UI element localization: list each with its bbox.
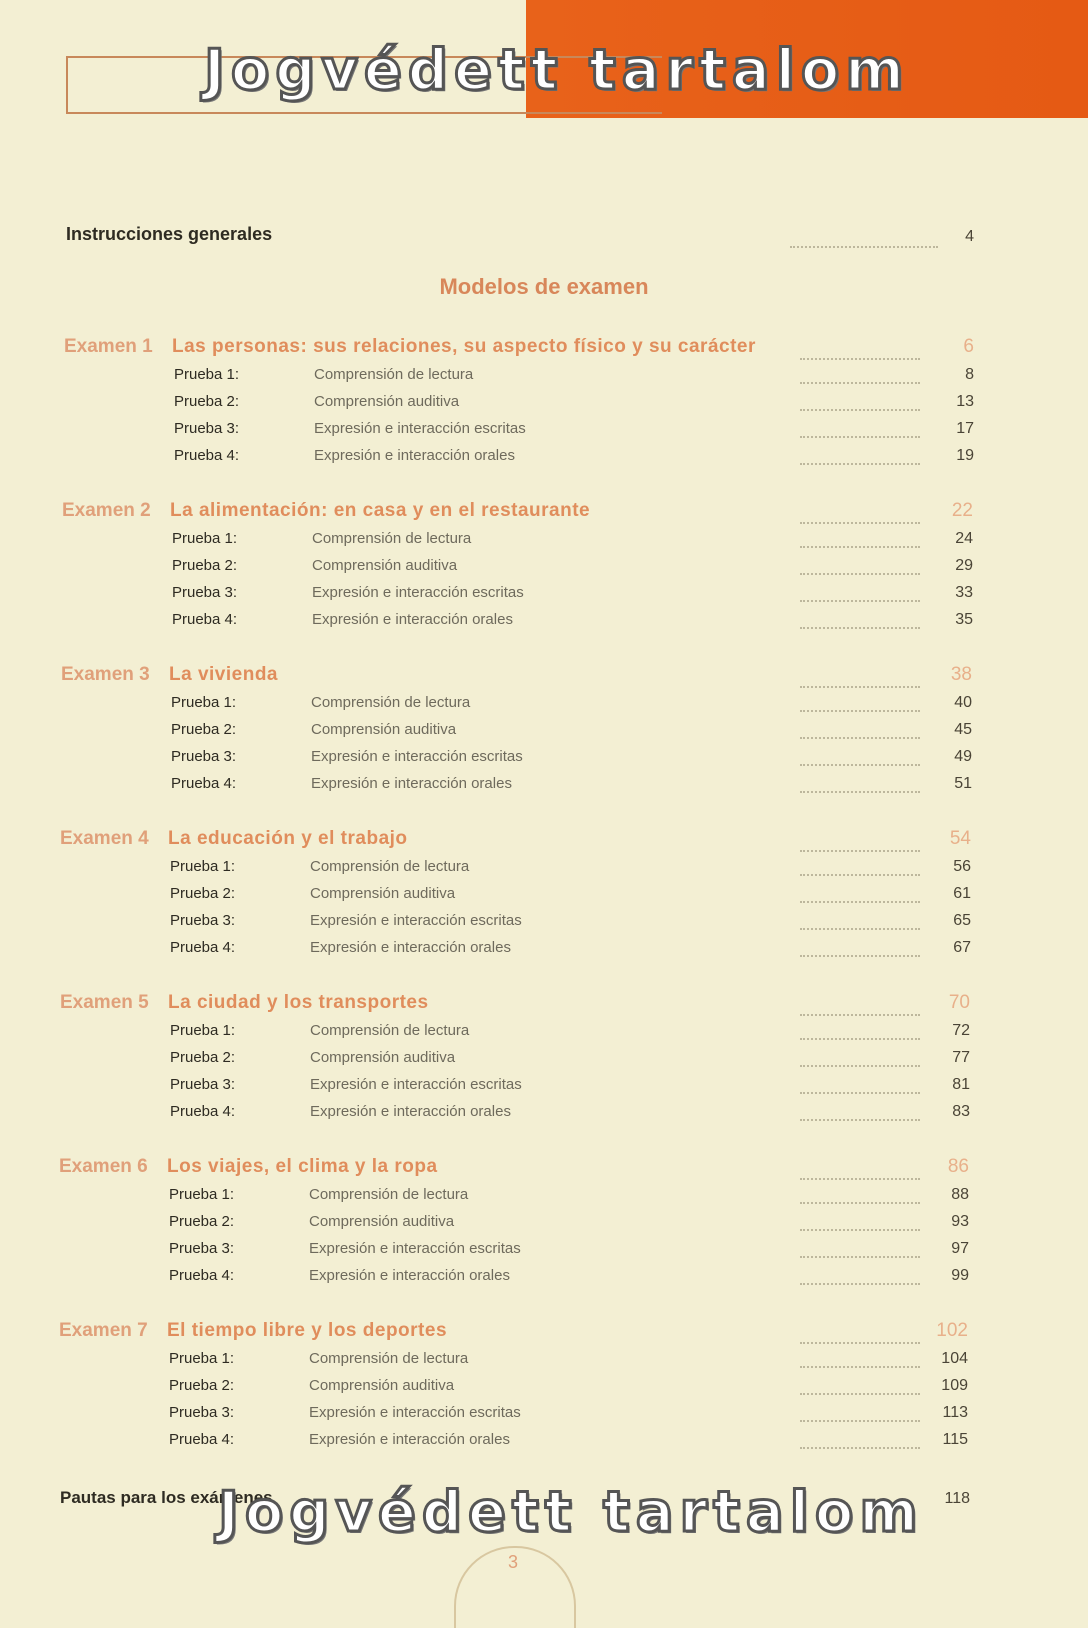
exam-page: 102 (936, 1320, 968, 1341)
prueba-page: 81 (952, 1076, 970, 1093)
prueba-page: 93 (951, 1213, 969, 1230)
prueba-page: 51 (954, 775, 972, 792)
prueba-label: Prueba 2: (169, 1213, 235, 1230)
exam-page: 70 (948, 992, 970, 1013)
prueba-leader-dots (800, 1119, 920, 1121)
prueba-label: Prueba 3: (169, 1240, 235, 1257)
prueba-label: Prueba 4: (169, 1431, 235, 1448)
prueba-label: Prueba 3: (172, 584, 238, 601)
prueba-label: Prueba 1: (170, 858, 236, 875)
prueba-page: 99 (951, 1267, 969, 1284)
prueba-leader-dots (800, 573, 920, 575)
prueba-label: Prueba 2: (171, 721, 237, 738)
prueba-leader-dots (800, 627, 920, 629)
prueba-description[interactable]: Comprensión de lectura (310, 1022, 470, 1039)
prueba-label: Prueba 1: (169, 1350, 235, 1367)
prueba-page: 35 (955, 611, 973, 628)
prueba-page: 113 (942, 1404, 968, 1421)
prueba-label: Prueba 2: (172, 557, 238, 574)
prueba-page: 8 (965, 366, 974, 383)
exam-label: Examen 4 (60, 828, 149, 849)
exam-leader-dots (800, 1014, 920, 1016)
prueba-leader-dots (800, 546, 920, 548)
section-title: Modelos de examen (439, 274, 649, 299)
exam-label: Examen 3 (61, 664, 150, 685)
prueba-description[interactable]: Comprensión auditiva (314, 393, 460, 410)
prueba-leader-dots (800, 710, 920, 712)
prueba-page: 104 (941, 1350, 968, 1367)
prueba-description[interactable]: Comprensión auditiva (310, 885, 456, 902)
exam-title[interactable]: La educación y el trabajo (168, 828, 408, 849)
prueba-label: Prueba 4: (172, 611, 238, 628)
prueba-description[interactable]: Comprensión de lectura (310, 858, 470, 875)
exam-leader-dots (800, 850, 920, 852)
prueba-description[interactable]: Expresión e interacción orales (311, 775, 512, 792)
prueba-description[interactable]: Expresión e interacción escritas (310, 1076, 522, 1093)
prueba-leader-dots (800, 737, 920, 739)
prueba-page: 61 (953, 885, 971, 902)
prueba-description[interactable]: Expresión e interacción escritas (309, 1404, 521, 1421)
intro-leader-dots (790, 246, 938, 248)
prueba-description[interactable]: Expresión e interacción escritas (311, 748, 523, 765)
prueba-label: Prueba 1: (171, 694, 237, 711)
prueba-leader-dots (800, 1065, 920, 1067)
exam-label: Examen 5 (60, 992, 149, 1013)
prueba-leader-dots (800, 955, 920, 957)
prueba-page: 19 (956, 447, 974, 464)
prueba-description[interactable]: Expresión e interacción orales (310, 1103, 511, 1120)
prueba-label: Prueba 2: (174, 393, 240, 410)
prueba-description[interactable]: Expresión e interacción escritas (309, 1240, 521, 1257)
prueba-leader-dots (800, 1229, 920, 1231)
prueba-label: Prueba 1: (172, 530, 238, 547)
prueba-page: 17 (956, 420, 974, 437)
prueba-page: 13 (956, 393, 974, 410)
watermark-bottom: Jogvédett tartalom (218, 1480, 924, 1545)
pautas-label: Pautas para los exámenes (60, 1488, 273, 1507)
prueba-label: Prueba 1: (170, 1022, 236, 1039)
prueba-description[interactable]: Comprensión auditiva (311, 721, 457, 738)
exam-page: 38 (950, 664, 972, 685)
prueba-leader-dots (800, 1447, 920, 1449)
prueba-page: 24 (955, 530, 973, 547)
footer-page-number: 3 (507, 1552, 518, 1572)
exam-label: Examen 1 (64, 336, 153, 357)
prueba-description[interactable]: Comprensión auditiva (312, 557, 458, 574)
prueba-label: Prueba 2: (170, 885, 236, 902)
prueba-label: Prueba 4: (171, 775, 237, 792)
prueba-label: Prueba 2: (170, 1049, 236, 1066)
prueba-label: Prueba 3: (170, 1076, 236, 1093)
exam-page: 86 (947, 1156, 969, 1177)
prueba-label: Prueba 4: (174, 447, 240, 464)
prueba-leader-dots (800, 928, 920, 930)
prueba-leader-dots (800, 436, 920, 438)
prueba-label: Prueba 3: (170, 912, 236, 929)
exam-title[interactable]: Las personas: sus relaciones, su aspecto físico y su carácter (172, 336, 756, 357)
exam-title[interactable]: El tiempo libre y los deportes (167, 1320, 448, 1341)
prueba-label: Prueba 3: (169, 1404, 235, 1421)
exam-leader-dots (800, 358, 920, 360)
prueba-leader-dots (800, 874, 920, 876)
prueba-description[interactable]: Expresión e interacción orales (310, 939, 511, 956)
prueba-leader-dots (800, 1366, 920, 1368)
prueba-description[interactable]: Comprensión auditiva (309, 1213, 455, 1230)
exam-title[interactable]: La ciudad y los transportes (168, 992, 429, 1013)
prueba-leader-dots (800, 1283, 920, 1285)
prueba-description[interactable]: Expresión e interacción escritas (314, 420, 526, 437)
prueba-leader-dots (800, 1092, 920, 1094)
prueba-leader-dots (800, 901, 920, 903)
exam-title[interactable]: Los viajes, el clima y la ropa (167, 1156, 438, 1177)
prueba-page: 97 (951, 1240, 969, 1257)
prueba-description[interactable]: Expresión e interacción orales (314, 447, 515, 464)
prueba-description[interactable]: Expresión e interacción escritas (312, 584, 524, 601)
prueba-description[interactable]: Comprensión de lectura (312, 530, 472, 547)
prueba-description[interactable]: Expresión e interacción orales (309, 1267, 510, 1284)
prueba-page: 45 (954, 721, 972, 738)
prueba-leader-dots (800, 791, 920, 793)
prueba-label: Prueba 4: (170, 939, 236, 956)
prueba-label: Prueba 2: (169, 1377, 235, 1394)
prueba-label: Prueba 3: (174, 420, 240, 437)
prueba-leader-dots (800, 1256, 920, 1258)
prueba-page: 77 (952, 1049, 970, 1066)
prueba-leader-dots (800, 382, 920, 384)
intro-page: 4 (965, 228, 974, 245)
prueba-page: 115 (942, 1431, 968, 1448)
exam-page: 54 (949, 828, 971, 849)
prueba-label: Prueba 4: (169, 1267, 235, 1284)
intro-label: Instrucciones generales (66, 224, 273, 244)
prueba-label: Prueba 1: (169, 1186, 235, 1203)
prueba-label: Prueba 4: (170, 1103, 236, 1120)
exam-title[interactable]: La vivienda (169, 664, 278, 685)
prueba-page: 65 (953, 912, 971, 929)
prueba-page: 56 (953, 858, 971, 875)
prueba-page: 29 (955, 557, 973, 574)
prueba-page: 72 (952, 1022, 970, 1039)
prueba-description[interactable]: Expresión e interacción orales (312, 611, 513, 628)
exam-label: Examen 2 (62, 500, 151, 521)
prueba-description[interactable]: Expresión e interacción escritas (310, 912, 522, 929)
prueba-description[interactable]: Comprensión auditiva (309, 1377, 455, 1394)
prueba-page: 83 (952, 1103, 970, 1120)
prueba-description[interactable]: Expresión e interacción orales (309, 1431, 510, 1448)
exam-leader-dots (800, 686, 920, 688)
exam-leader-dots (800, 1178, 920, 1180)
prueba-leader-dots (800, 1393, 920, 1395)
exam-title[interactable]: La alimentación: en casa y en el restaurante (170, 500, 591, 521)
prueba-leader-dots (800, 600, 920, 602)
exam-page: 6 (963, 336, 974, 357)
watermark-top: Jogvédett tartalom (204, 38, 910, 103)
prueba-leader-dots (800, 1202, 920, 1204)
prueba-page: 40 (954, 694, 972, 711)
prueba-label: Prueba 1: (174, 366, 240, 383)
exam-label: Examen 6 (59, 1156, 148, 1177)
prueba-page: 49 (954, 748, 972, 765)
prueba-description[interactable]: Comprensión de lectura (309, 1186, 469, 1203)
prueba-leader-dots (800, 1420, 920, 1422)
prueba-description[interactable]: Comprensión de lectura (309, 1350, 469, 1367)
exam-leader-dots (800, 1342, 920, 1344)
prueba-leader-dots (800, 1038, 920, 1040)
prueba-page: 67 (953, 939, 971, 956)
exam-page: 22 (951, 500, 973, 521)
exam-label: Examen 7 (59, 1320, 148, 1341)
prueba-page: 109 (941, 1377, 968, 1394)
prueba-description[interactable]: Comprensión de lectura (314, 366, 474, 383)
prueba-description[interactable]: Comprensión auditiva (310, 1049, 456, 1066)
prueba-label: Prueba 3: (171, 748, 237, 765)
exam-leader-dots (800, 522, 920, 524)
prueba-leader-dots (800, 764, 920, 766)
prueba-page: 33 (955, 584, 973, 601)
prueba-page: 88 (951, 1186, 969, 1203)
prueba-leader-dots (800, 409, 920, 411)
prueba-description[interactable]: Comprensión de lectura (311, 694, 471, 711)
pautas-page: 118 (944, 1490, 970, 1507)
prueba-leader-dots (800, 463, 920, 465)
